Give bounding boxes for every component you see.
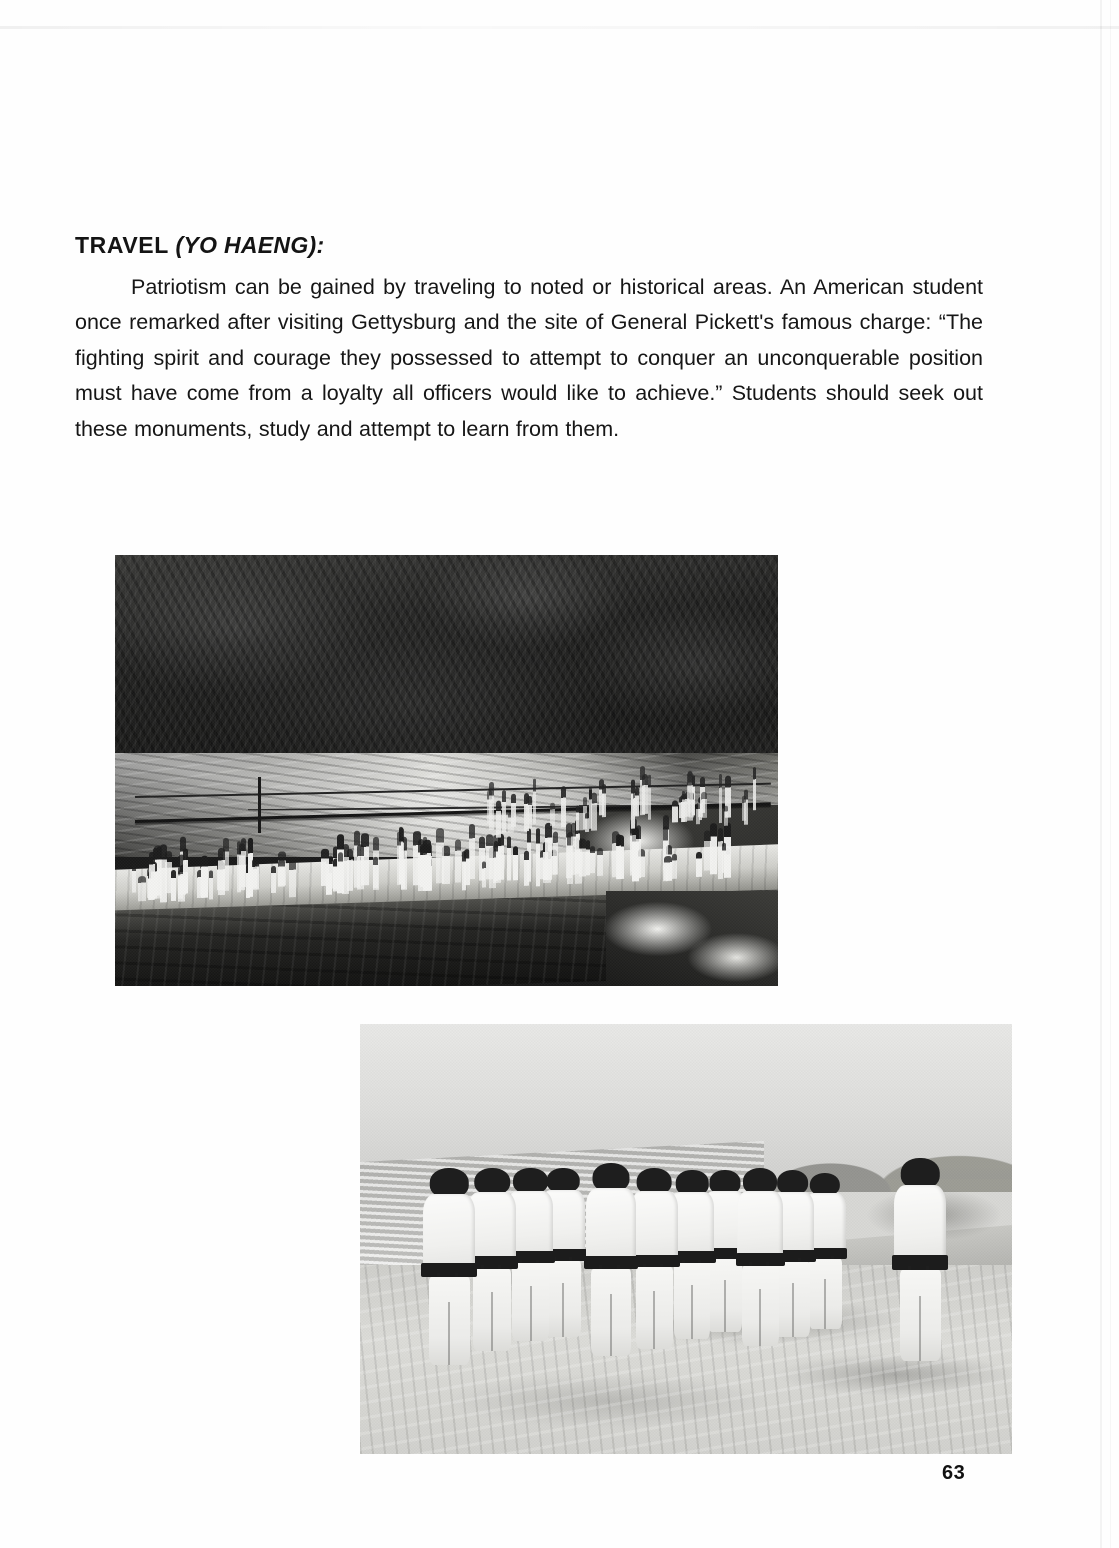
photo-person [725,805,728,825]
photo-student-leg-separation [919,1296,921,1361]
photo-person [528,795,532,827]
photo-person [201,856,208,898]
photo-person [602,783,607,817]
photo-person [209,871,213,900]
photo-person [665,856,672,880]
photo-person [489,781,494,830]
photo-person [719,773,722,822]
photo-person [561,786,566,827]
photo-student-leg-separation [824,1279,826,1329]
photo-person [616,834,621,879]
photo-person [682,790,685,821]
photo-student-figure [468,1168,516,1351]
photo-person [710,823,718,875]
photo-person [722,843,726,873]
photo-person [550,802,555,825]
photo-person [279,860,285,887]
scan-edge-top [0,26,1119,29]
photo-person [338,852,343,889]
photo-person [499,834,505,880]
photo-person [642,773,647,813]
photo-student-leg-separation [530,1286,532,1341]
photo-person [576,805,579,829]
photo-person [753,766,757,810]
photo-person [496,800,501,838]
photo-person [358,845,364,890]
photo-student-leg-separation [610,1294,612,1356]
photo-person [696,802,701,823]
photo-person [743,795,747,820]
photo-person [374,857,379,888]
photo-student-leg-separation [724,1280,726,1332]
photo-person [673,800,679,822]
photo-person [524,850,528,886]
photo-person [533,778,536,823]
photo-person [242,838,246,888]
page-content [75,232,983,447]
photo-person [597,848,603,877]
photo-student-leg-separation [691,1285,693,1339]
photo-person [420,844,427,886]
photo-person [149,852,155,900]
photo-person [701,791,707,818]
photo-bridge-post-left [258,777,261,833]
photo-student-figure [586,1163,636,1356]
photo-person [469,824,475,880]
photo-person [672,854,677,879]
photo-person [462,852,466,891]
photo-person [443,846,451,884]
photo-person [132,864,136,893]
photo-person [502,790,506,832]
photo-student-leg-separation [448,1302,450,1365]
section-heading [75,232,983,260]
photo-person [138,876,146,901]
photo-person [289,860,296,897]
photo-person [171,870,176,901]
photo-person [592,792,598,830]
photo-person [688,771,694,820]
photo-marching-students [412,1149,973,1390]
photo-person [589,788,592,829]
photo-person [456,840,461,883]
photo-person [553,831,558,874]
photo-person [507,836,511,881]
photo-person [636,825,641,878]
photo-student-figure [423,1168,475,1365]
photo-person [322,849,329,886]
photo-student-leg-separation [792,1283,794,1336]
photo-person [580,838,587,877]
scan-edge-right [1100,0,1102,1548]
photo-student-figure [894,1158,946,1360]
photo-person [183,848,187,893]
photo-boulders-bottom-right [606,891,778,986]
photo-person [487,834,494,880]
photo-person [271,867,276,894]
photo-person [635,787,639,817]
figure-students-beach-march [360,1024,1012,1454]
scan-edge-right-secondary [1110,0,1111,1548]
photo-student-leg-separation [759,1289,761,1346]
photo-student-leg-separation [653,1291,655,1349]
section-body-paragraph: Patriotism can be gained by traveling to noted or historical areas. An American student once remarked after visiting Gettysburg and the site of General Pickett's famous charge: “The fighting spirit and courage they possessed to attempt to conquer an unconquerable position must have come from a loyalty all officers would like to achieve.” Students should seek out these monuments, study and attempt to learn from them. [75,274,983,441]
photo-person [590,846,595,873]
photo-student-leg-separation [491,1292,493,1351]
photo-person [219,848,226,895]
page-number: 63 [942,1462,966,1484]
photo-person [436,828,444,884]
photo-person [705,831,712,871]
photo-person [160,845,167,903]
photo-person [514,847,519,881]
photo-student-leg-separation [562,1283,564,1337]
photo-person [697,852,703,877]
figure-students-suspension-bridge [115,555,778,986]
photo-person [512,793,517,826]
photo-student-figure [737,1168,783,1346]
photo-person [648,774,651,820]
section-heading-keyword: TRAVEL [75,232,169,258]
photo-person [252,859,259,890]
section-heading-romanization: (YO HAENG): [175,232,325,258]
